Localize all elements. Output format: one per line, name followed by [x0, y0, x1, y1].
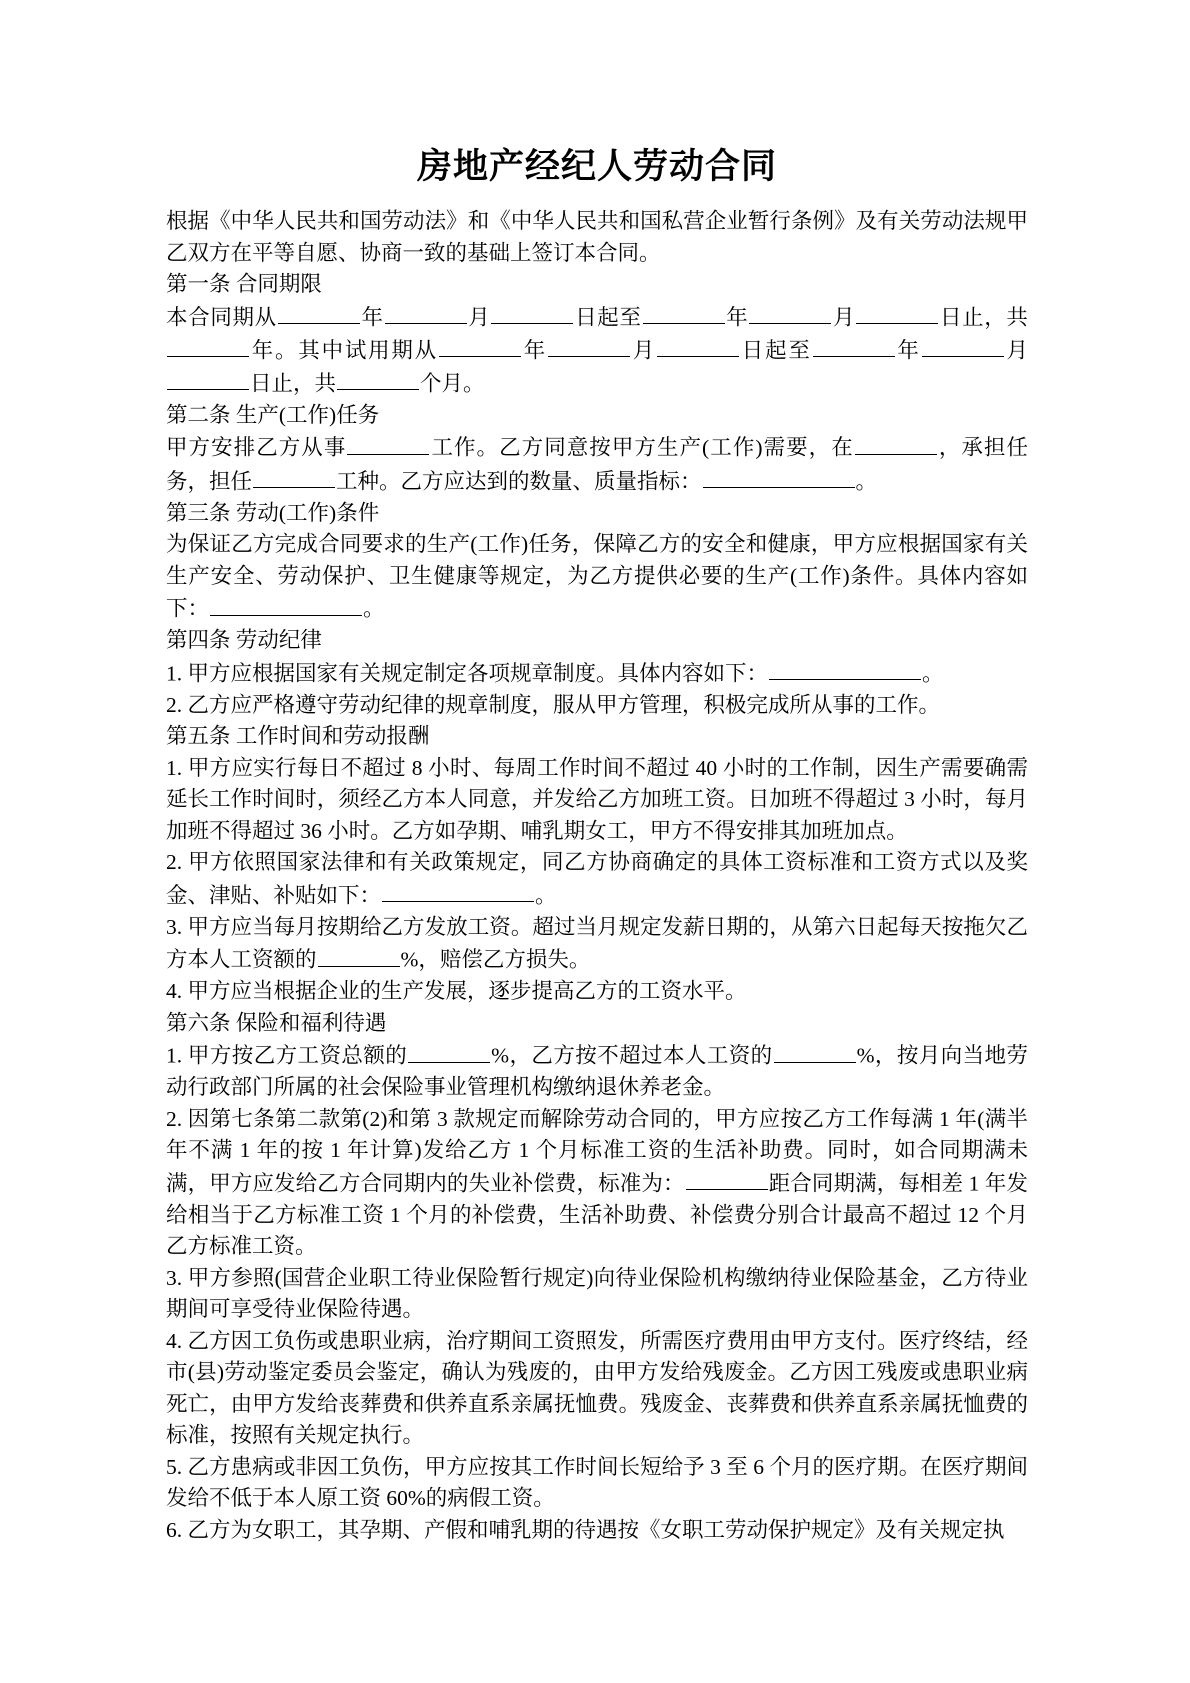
fill-in-blank[interactable]	[548, 334, 630, 358]
section-heading: 第三条 劳动(工作)条件	[166, 500, 380, 525]
clause-paragraph: 为保证乙方完成合同要求的生产(工作)任务，保障乙方的安全和健康，甲方应根据国家有关生产安全、劳动保护、卫生健康等规定，为乙方提供必要的生产(工作)条件。具体内容如下： 。	[166, 532, 1028, 621]
fill-in-blank[interactable]	[491, 301, 573, 325]
fill-in-blank[interactable]	[439, 334, 521, 358]
clause-paragraph: 本合同期从 年 月 日起至 年 月 日止，共年。其中试用期从 年 月 日起至 年 月日止，共 个月。	[166, 301, 1028, 400]
fill-in-blank[interactable]	[210, 592, 362, 616]
fill-in-blank[interactable]	[385, 301, 467, 325]
clause-paragraph: 3. 甲方应当每月按期给乙方发放工资。超过当月规定发薪日期的，从第六日起每天按拖欠乙方本人工资额的 %，赔偿乙方损失。	[166, 914, 1028, 972]
document-content	[166, 0, 1028, 1546]
clause-paragraph: 3. 甲方参照(国营企业职工待业保险暂行规定)向待业保险机构缴纳待业保险基金，乙方待业期间可享受待业保险待遇。	[166, 1265, 1028, 1322]
clause-paragraph: 4. 甲方应当根据企业的生产发展，逐步提高乙方的工资水平。	[166, 979, 747, 1004]
clause-paragraph: 5. 乙方患病或非因工负伤，甲方应按其工作时间长短给予 3 至 6 个月的医疗期。在医疗期间发给不低于本人原工资 60%的病假工资。	[166, 1454, 1028, 1511]
clause-paragraph: 甲方安排乙方从事 工作。乙方同意按甲方生产(工作)需要，在 ，承担任务，担任 工种。乙方应达到的数量、质量指标： 。	[166, 431, 1028, 497]
fill-in-blank[interactable]	[337, 367, 419, 391]
section-heading: 第一条 合同期限	[166, 272, 322, 297]
clause-paragraph: 2. 乙方应严格遵守劳动纪律的规章制度，服从甲方管理，积极完成所从事的工作。	[166, 692, 941, 717]
document-body	[166, 206, 1028, 1546]
section-heading: 第五条 工作时间和劳动报酬	[166, 724, 430, 749]
clause-paragraph: 1. 甲方按乙方工资总额的 %，乙方按不超过本人工资的 %，按月向当地劳动行政部门所属的社会保险事业管理机构缴纳退休养老金。	[166, 1039, 1028, 1104]
section-heading: 第六条 保险和福利待遇	[166, 1010, 387, 1035]
fill-in-blank[interactable]	[855, 431, 937, 455]
fill-in-blank[interactable]	[686, 1167, 768, 1191]
fill-in-blank[interactable]	[253, 465, 335, 489]
fill-in-blank[interactable]	[657, 334, 739, 358]
clause-paragraph: 2. 甲方依照国家法律和有关政策规定，同乙方协商确定的具体工资标准和工资方式以及奖金、津贴、补贴如下： 。	[166, 850, 1028, 908]
fill-in-blank[interactable]	[167, 334, 249, 358]
fill-in-blank[interactable]	[278, 301, 360, 325]
fill-in-blank[interactable]	[749, 301, 831, 325]
fill-in-blank[interactable]	[408, 1039, 490, 1063]
fill-in-blank[interactable]	[382, 879, 534, 903]
section-heading: 第二条 生产(工作)任务	[166, 402, 380, 427]
page-title: 房地产经纪人劳动合同	[416, 147, 777, 186]
section-heading: 第四条 劳动纪律	[166, 628, 322, 653]
clause-paragraph: 4. 乙方因工负伤或患职业病，治疗期间工资照发，所需医疗费用由甲方支付。医疗终结，经市(县)劳动鉴定委员会鉴定，确认为残废的，由甲方发给残废金。乙方因工残废或患职业病死亡，由甲方发给丧葬费和供养直系亲属抚恤费。残废金、丧葬费和供养直系亲属抚恤费的标准，按照有关规定执行。	[166, 1328, 1028, 1448]
preamble-paragraph: 根据《中华人民共和国劳动法》和《中华人民共和国私营企业暂行条例》及有关劳动法规甲乙双方在平等自愿、协商一致的基础上签订本合同。	[166, 209, 1028, 265]
fill-in-blank[interactable]	[813, 334, 895, 358]
fill-in-blank[interactable]	[922, 334, 1004, 358]
fill-in-blank[interactable]	[774, 1039, 856, 1063]
clause-paragraph: 6. 乙方为女职工，其孕期、产假和哺乳期的待遇按《女职工劳动保护规定》及有关规定执	[166, 1517, 1005, 1542]
fill-in-blank[interactable]	[318, 943, 400, 967]
fill-in-blank[interactable]	[703, 465, 855, 489]
clause-paragraph: 2. 因第七条第二款第(2)和第 3 款规定而解除劳动合同的，甲方应按乙方工作每满 1 年(满半年不满 1 年的按 1 年计算)发给乙方 1 个月标准工资的生活补助费。同时，如合同期满未满，甲方应发给乙方合同期内的失业补偿费，标准为： 距合同期满，每相差 1 年发给相当于乙方标准工资 1 个月的补偿费，生活补助费、补偿费分别合计最高不超过 12 个月乙方标准工资。	[166, 1106, 1028, 1259]
fill-in-blank[interactable]	[167, 367, 249, 391]
fill-in-blank[interactable]	[643, 301, 725, 325]
fill-in-blank[interactable]	[769, 657, 921, 681]
fill-in-blank[interactable]	[856, 301, 938, 325]
clause-paragraph: 1. 甲方应实行每日不超过 8 小时、每周工作时间不超过 40 小时的工作制，因生产需要确需延长工作时间时，须经乙方本人同意，并发给乙方加班工资。日加班不得超过 3 小时，每月加班不得超过 36 小时。乙方如孕期、哺乳期女工，甲方不得安排其加班加点。	[166, 755, 1028, 843]
fill-in-blank[interactable]	[347, 431, 429, 455]
clause-paragraph: 1. 甲方应根据国家有关规定制定各项规章制度。具体内容如下： 。	[166, 657, 1028, 690]
